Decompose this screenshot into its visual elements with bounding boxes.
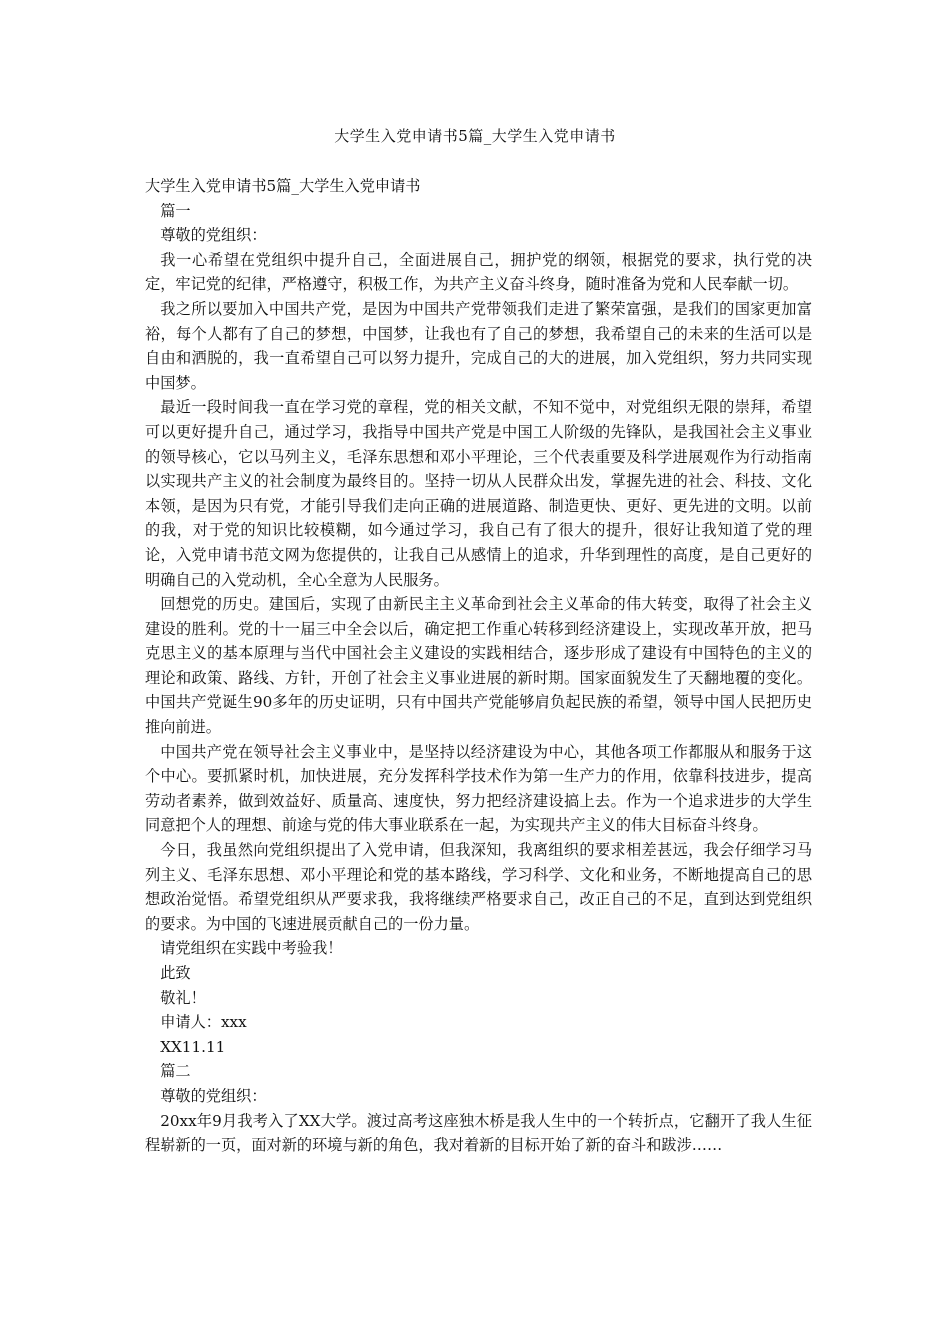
document-subtitle: 大学生入党申请书5篇_大学生入党申请书 [145,177,421,195]
letter2-paragraph: 20xx年9月我考入了XX大学。渡过高考这座独木桥是我人生中的一个转折点，它翻开了我人生征程崭新的一页，面对新的环境与新的角色，我对着新的目标开始了新的奋斗和跋涉…… [145,1111,812,1155]
letter1-closing-request: 请党组织在实践中考验我！ [160,939,343,958]
letter1-date: XX11.11 [160,1037,226,1056]
letter1-paragraph: 中国共产党在领导社会主义事业中，是坚持以经济建设为中心，其他各项工作都服从和服务于这个中心。要抓紧时机，加快进展，充分发挥科学技术作为第一生产力的作用，依靠科技进步，提高劳动者素养，做到效益好、质量高、速度快，努力把经济建设搞上去。作为一个追求进步的大学生同意把个人的理想、前途与党的伟大事业联系在一起，为实现共产主义的伟大目标奋斗终身。 [145,742,812,835]
letter1-paragraph: 我一心希望在党组织中提升自己，全面进展自己，拥护党的纲领，根据党的要求，执行党的决定，牢记党的纪律，严格遵守，积极工作，为共产主义奋斗终身，随时准备为党和人民奉献一切。 [145,250,812,294]
letter1-paragraph: 今日，我虽然向党组织提出了入党申请，但我深知，我离组织的要求相差甚远，我会仔细学习马列主义、毛泽东思想、邓小平理论和党的基本路线，学习科学、文化和业务，不断地提高自己的思想政治觉悟。希望党组织从严要求我，我将继续严格要求自己，改正自己的不足，直到达到党组织的要求。为中国的飞速进展贡献自己的一份力量。 [145,841,812,933]
letter2-salutation: 尊敬的党组织： [160,1086,267,1105]
letter2-heading: 篇二 [160,1062,191,1081]
document-body [145,174,812,1158]
letter1-closing: 此致 [160,964,191,982]
letter1-applicant: 申请人：xxx [160,1013,247,1032]
letter1-paragraph: 最近一段时间我一直在学习党的章程，党的相关文献，不知不觉中，对党组织无限的崇拜，希望可以更好提升自己，通过学习，我指导中国共产党是中国工人阶级的先锋队，是我国社会主义事业的领导核心，它以马列主义，毛泽东思想和邓小平理论，三个代表重要及科学进展观作为行动指南以实现共产主义的社会制度为最终目的。坚持一切从人民群众出发，掌握先进的社会、科技、文化本领，是因为只有党，才能引导我们走向正确的进展道路、制造更快、更好、更先进的文明。以前的我，对于党的知识比较模糊，如今通过学习，我自己有了很大的提升，很好让我知道了党的理论，入党申请书范文网为您提供的，让我自己从感情上的追求，升华到理性的高度，是自己更好的明确自己的入党动机，全心全意为人民服务。 [145,398,812,589]
letter1-paragraph: 回想党的历史。建国后，实现了由新民主主义革命到社会主义革命的伟大转变，取得了社会主义建设的胜利。党的十一届三中全会以后，确定把工作重心转移到经济建设上，实现改革开放，把马克思主义的基本原理与当代中国社会主义建设的实践相结合，逐步形成了建设有中国特色的主义的理论和政策、路线、方针，开创了社会主义事业进展的新时期。国家面貌发生了天翻地覆的变化。中国共产党诞生90多年的历史证明，只有中国共产党能够肩负起民族的希望，领导中国人民把历史推向前进。 [145,595,812,737]
letter1-salute: 敬礼！ [160,988,206,1007]
letter1-salutation: 尊敬的党组织： [160,226,267,245]
document-title: 大学生入党申请书5篇_大学生入党申请书 [334,127,616,145]
letter1-paragraph: 我之所以要加入中国共产党，是因为中国共产党带领我们走进了繁荣富强，是我们的国家更加富裕，每个人都有了自己的梦想，中国梦，让我也有了自己的梦想，我希望自己的未来的生活可以是自由和洒脱的，我一直希望自己可以努力提升，完成自己的大的进展，加入党组织，努力共同实现中国梦。 [145,299,812,392]
letter1-heading: 篇一 [160,201,191,220]
